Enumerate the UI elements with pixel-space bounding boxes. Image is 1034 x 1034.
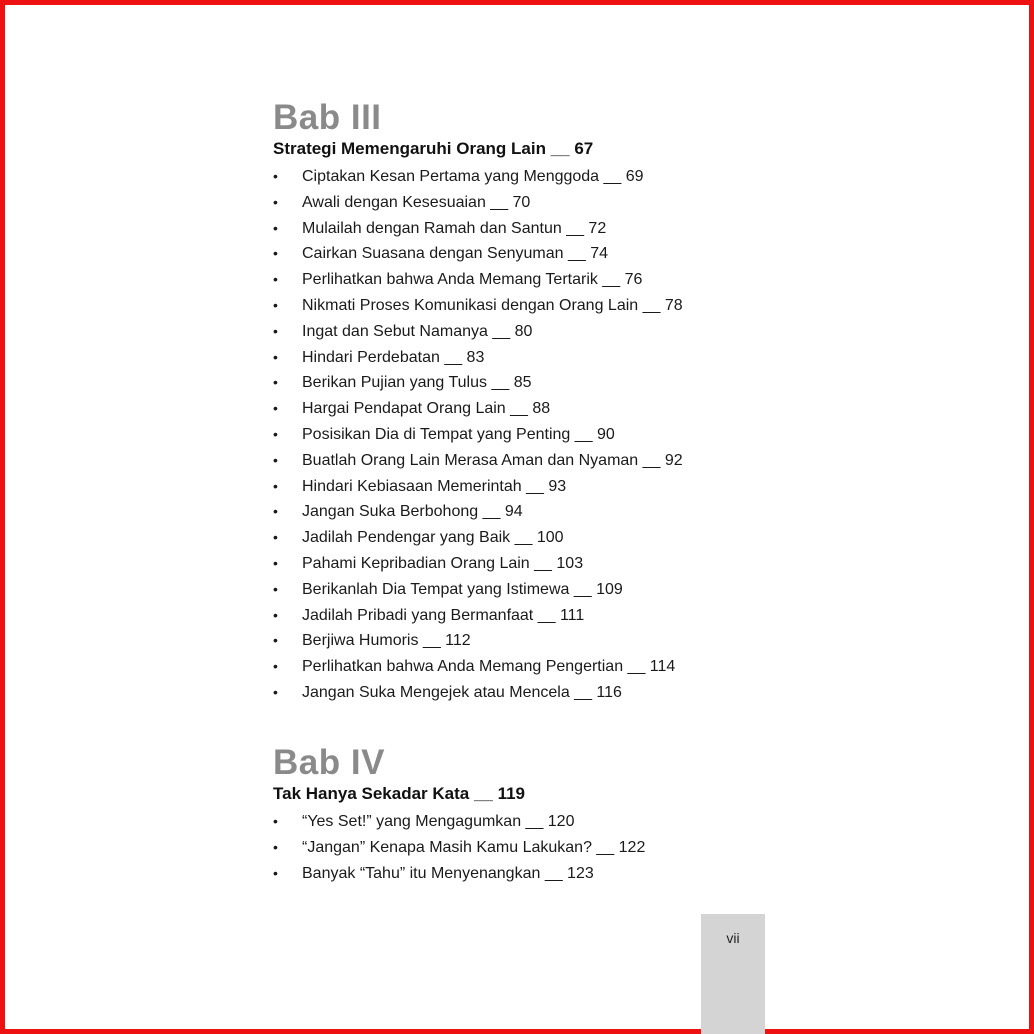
toc-entry: [273, 422, 683, 448]
toc-entry: [273, 628, 683, 654]
toc-entry: [273, 861, 645, 887]
chapter-4-section: [273, 743, 645, 886]
bullet-icon: •: [273, 813, 278, 829]
toc-entry: [273, 190, 683, 216]
bullet-icon: •: [273, 348, 278, 365]
toc-entry: [273, 499, 683, 525]
toc-entry-text: Pahami Kepribadian Orang Lain __ 103: [302, 554, 584, 572]
toc-entry-text: Posisikan Dia di Tempat yang Penting __ 90: [302, 425, 615, 443]
bullet-icon: •: [273, 168, 278, 184]
bullet-icon: •: [273, 606, 278, 623]
toc-entry-text: “Yes Set!” yang Mengagumkan __ 120: [302, 813, 575, 830]
chapter-4-label: Bab IV: [273, 743, 385, 782]
toc-entry: [273, 835, 645, 861]
toc-entry: [273, 474, 683, 500]
toc-entry-text: Jangan Suka Mengejek atau Mencela __ 116: [302, 683, 622, 701]
toc-entry: [273, 345, 683, 371]
bullet-icon: •: [273, 864, 278, 881]
toc-entry: [273, 603, 683, 629]
bullet-icon: •: [273, 400, 278, 417]
chapter-4-toc-list: [273, 809, 645, 886]
toc-entry: [273, 241, 683, 267]
bullet-icon: •: [273, 503, 278, 520]
toc-entry-text: Hindari Kebiasaan Memerintah __ 93: [302, 477, 567, 495]
toc-entry: [273, 525, 683, 551]
bullet-icon: •: [273, 554, 278, 571]
bullet-icon: •: [273, 683, 278, 700]
chapter-4-title: Tak Hanya Sekadar Kata __ 119: [273, 784, 526, 803]
toc-entry: [273, 164, 683, 190]
chapter-3-toc-list: [273, 164, 683, 706]
bullet-icon: •: [273, 838, 278, 855]
toc-entry-text: Perlihatkan bahwa Anda Memang Pengertian __ 114: [302, 658, 676, 676]
toc-entry-text: Hargai Pendapat Orang Lain __ 88: [302, 400, 551, 418]
toc-entry-text: Perlihatkan bahwa Anda Memang Tertarik __ 76: [302, 271, 643, 289]
toc-entry-text: “Jangan” Kenapa Masih Kamu Lakukan? __ 122: [302, 838, 646, 856]
bullet-icon: •: [273, 425, 278, 442]
toc-entry-text: Buatlah Orang Lain Merasa Aman dan Nyaman __ 92: [302, 451, 683, 469]
toc-entry-text: Ingat dan Sebut Namanya __ 80: [302, 322, 533, 340]
toc-entry-text: Awali dengan Kesesuaian __ 70: [302, 193, 531, 211]
toc-entry: [273, 396, 683, 422]
toc-entry: [273, 551, 683, 577]
toc-entry: [273, 654, 683, 680]
toc-entry: [273, 293, 683, 319]
chapter-3-title: Strategi Memengaruhi Orang Lain __ 67: [273, 139, 594, 158]
bullet-icon: •: [273, 219, 278, 236]
toc-entry: [273, 267, 683, 293]
chapter-3-section: [273, 98, 683, 706]
bullet-icon: •: [273, 374, 278, 391]
bullet-icon: •: [273, 658, 278, 675]
toc-entry-text: Berikanlah Dia Tempat yang Istimewa __ 109: [302, 580, 623, 598]
toc-entry-text: Jadilah Pribadi yang Bermanfaat __ 111: [302, 606, 585, 624]
toc-entry-text: Hindari Perdebatan __ 83: [302, 348, 485, 366]
bullet-icon: •: [273, 477, 278, 494]
bullet-icon: •: [273, 296, 278, 313]
bullet-icon: •: [273, 632, 278, 649]
toc-entry: [273, 680, 683, 706]
toc-entry-text: Cairkan Suasana dengan Senyuman __ 74: [302, 245, 608, 263]
toc-entry-text: Ciptakan Kesan Pertama yang Menggoda __ 69: [302, 168, 644, 185]
toc-entry: [273, 370, 683, 396]
toc-entry: [273, 809, 645, 835]
bullet-icon: •: [273, 580, 278, 597]
toc-entry-text: Nikmati Proses Komunikasi dengan Orang Lain __ 78: [302, 296, 683, 314]
bullet-icon: •: [273, 193, 278, 210]
toc-entry: [273, 216, 683, 242]
toc-entry-text: Berjiwa Humoris __ 112: [302, 632, 471, 650]
bullet-icon: •: [273, 451, 278, 468]
page-number: vii: [726, 930, 740, 946]
toc-entry-text: Banyak “Tahu” itu Menyenangkan __ 123: [302, 864, 594, 882]
toc-entry-text: Jangan Suka Berbohong __ 94: [302, 503, 523, 521]
toc-entry: [273, 577, 683, 603]
toc-entry: [273, 319, 683, 345]
bullet-icon: •: [273, 529, 278, 546]
toc-entry: [273, 448, 683, 474]
bullet-icon: •: [273, 271, 278, 288]
toc-entry-text: Mulailah dengan Ramah dan Santun __ 72: [302, 219, 607, 237]
toc-entry-text: Berikan Pujian yang Tulus __ 85: [302, 374, 532, 392]
bullet-icon: •: [273, 245, 278, 262]
page-number-tab: [701, 914, 765, 1034]
bullet-icon: •: [273, 322, 278, 339]
chapter-3-label: Bab III: [273, 98, 382, 137]
toc-entry-text: Jadilah Pendengar yang Baik __ 100: [302, 529, 564, 547]
